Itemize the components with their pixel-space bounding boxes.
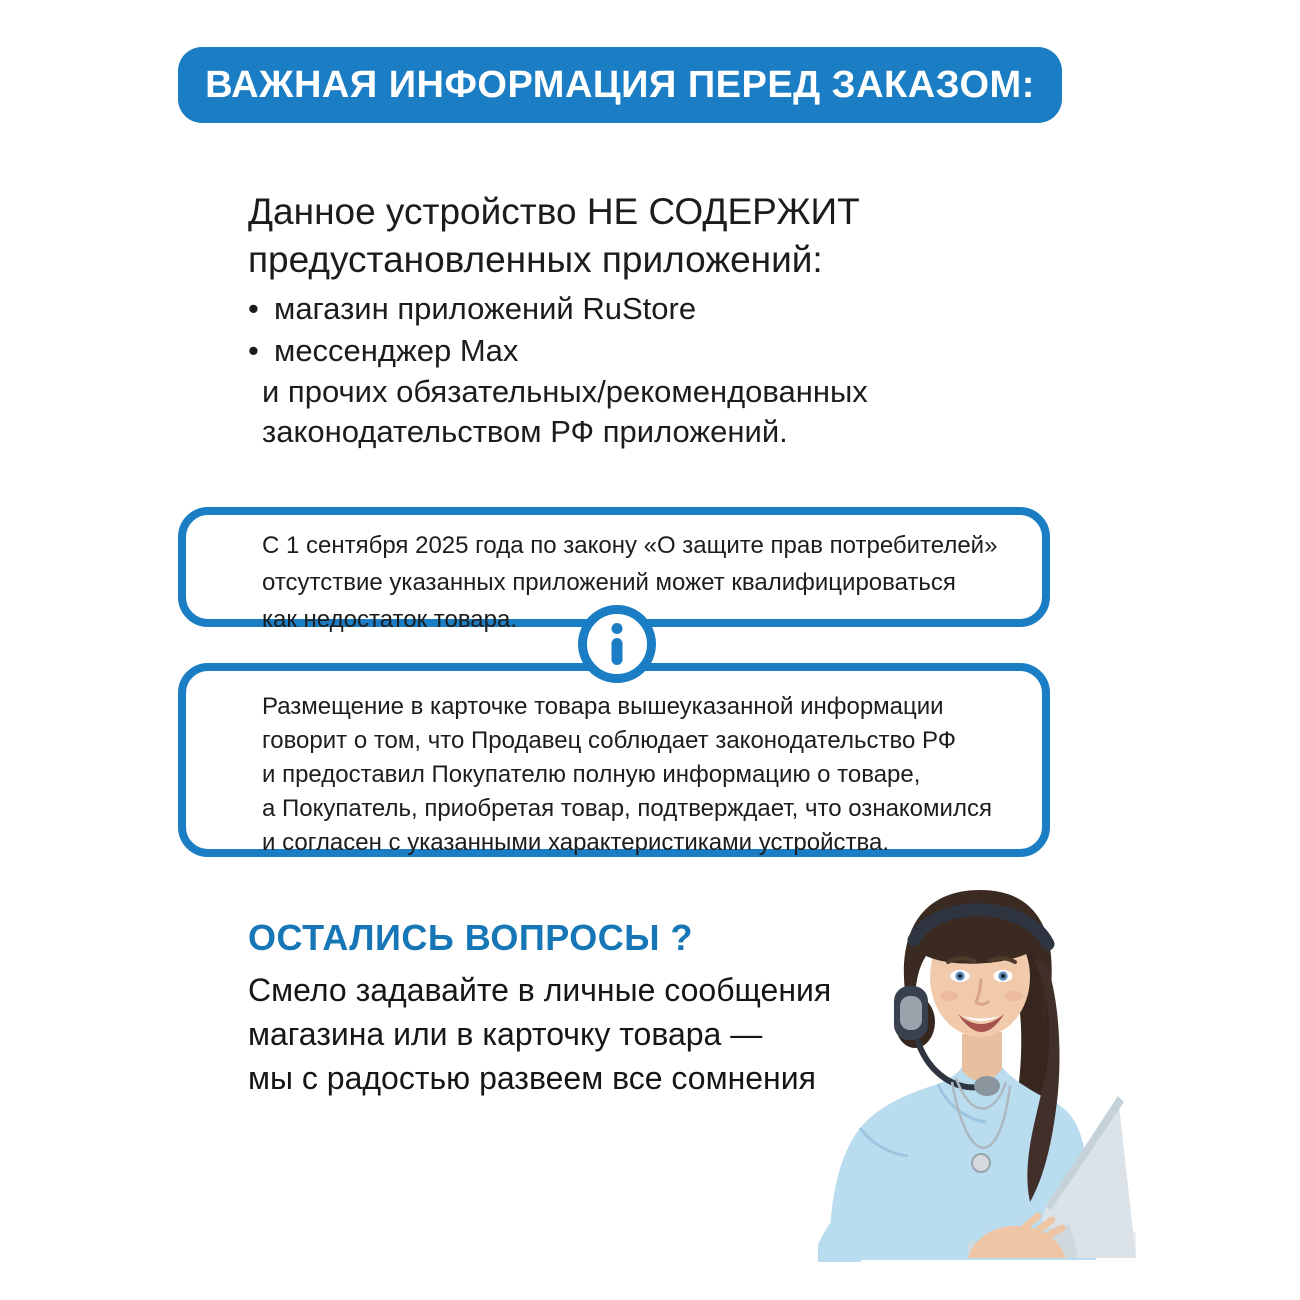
info-icon-glyph xyxy=(606,623,628,665)
notice-box-law-line-3: как недостаток товара. xyxy=(262,606,518,633)
bullet-note-line-1: и прочих обязательных/рекомендованных xyxy=(262,374,868,409)
pupil xyxy=(958,974,962,978)
intro-heading-line-2: предустановленных приложений: xyxy=(248,239,823,280)
intro-heading xyxy=(248,188,860,284)
questions-text xyxy=(248,968,831,1100)
notice-box-law-line-2: отсутствие указанных приложений может квалифицироваться xyxy=(262,569,956,596)
notice-box-placement-line-2: говорит о том, что Продавец соблюдает законодательство РФ xyxy=(262,727,956,754)
headset-earcup-detail xyxy=(900,996,922,1030)
intro-heading-line-1: Данное устройство НЕ СОДЕРЖИТ xyxy=(248,191,860,232)
notice-box-placement-line-5: и согласен с указанными характеристиками устройства. xyxy=(262,829,890,856)
notice-box-law-line-1: С 1 сентября 2025 года по закону «О защите прав потребителей» xyxy=(262,532,998,559)
notice-box-placement-line-4: а Покупатель, приобретая товар, подтверждает, что ознакомился xyxy=(262,795,992,822)
bullet-note xyxy=(262,372,868,452)
banner-title: ВАЖНАЯ ИНФОРМАЦИЯ ПЕРЕД ЗАКАЗОМ: xyxy=(205,63,1035,106)
bullet-list xyxy=(248,288,868,452)
questions-text-line-2: магазина или в карточку товара — xyxy=(248,1016,763,1052)
notice-box-placement xyxy=(178,663,1050,857)
neck xyxy=(962,1032,1002,1081)
support-agent-illustration xyxy=(818,874,1150,1262)
bullet-text-rustore: магазин приложений RuStore xyxy=(274,291,697,326)
headset-mic-icon xyxy=(974,1076,1000,1096)
notice-box-placement-line-3: и предоставил Покупателю полную информацию о товаре, xyxy=(262,761,921,788)
questions-text-line-3: мы с радостью развеем все сомнения xyxy=(248,1060,816,1096)
list-item xyxy=(248,288,868,330)
blush xyxy=(940,991,958,1001)
bullet-note-line-2: законодательством РФ приложений. xyxy=(262,414,788,449)
support-agent-photo xyxy=(818,874,1150,1262)
questions-heading: ОСТАЛИСЬ ВОПРОСЫ ? xyxy=(248,917,694,958)
blush xyxy=(1005,991,1023,1001)
info-icon xyxy=(578,605,656,683)
header-banner xyxy=(178,47,1062,123)
bullet-marker: • xyxy=(248,291,259,326)
notice-box-placement-line-1: Размещение в карточке товара вышеуказанной информации xyxy=(262,693,944,720)
necklace-pendant xyxy=(972,1154,990,1172)
questions-text-line-1: Смело задавайте в личные сообщения xyxy=(248,972,832,1008)
bullet-marker: • xyxy=(248,333,259,368)
pupil xyxy=(1001,974,1005,978)
list-item xyxy=(248,330,868,372)
bullet-text-max: мессенджер Max xyxy=(274,333,519,368)
